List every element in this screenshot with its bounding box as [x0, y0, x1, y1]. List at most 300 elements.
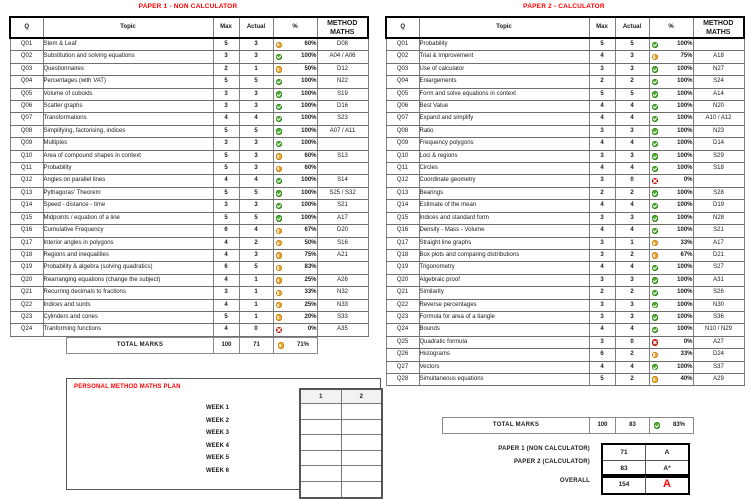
cell-percent-value: 100% [677, 115, 693, 122]
cell-actual: 5 [239, 262, 273, 274]
cell-method-maths: S28 [693, 187, 744, 199]
cell-max: 3 [213, 200, 239, 212]
status-good-icon [652, 66, 658, 72]
cell-question: Q08 [10, 125, 43, 137]
cell-percent [273, 274, 317, 286]
cell-actual: 0 [239, 324, 273, 336]
summary-label-paper1: PAPER 1 (NON CALCULATOR) [498, 446, 590, 452]
paper-2-section [385, 3, 743, 10]
cell-actual: 1 [239, 311, 273, 323]
cell-percent-value: 60% [304, 41, 317, 47]
cell-max: 4 [213, 274, 239, 286]
cell-max: 3 [213, 101, 239, 113]
status-bad-icon [276, 327, 282, 333]
paper-2-title: PAPER 2 - CALCULATOR [523, 3, 605, 10]
cell-max: 5 [213, 38, 239, 51]
cell-method-maths [693, 175, 744, 187]
cell-percent-value: 100% [677, 214, 693, 221]
cell-percent-value: 100% [301, 177, 317, 184]
cell-method-maths: S13 [317, 150, 368, 162]
cell-topic: Trial & Improvement [419, 51, 589, 63]
cell-percent-value: 100% [677, 276, 693, 283]
cell-actual: 4 [615, 101, 649, 113]
cell-actual: 4 [239, 175, 273, 187]
cell-percent-value: 100% [301, 78, 317, 85]
cell-actual: 1 [239, 63, 273, 75]
cell-topic: Indices and standard form [419, 212, 589, 224]
cell-method-maths: D12 [317, 63, 368, 75]
cell-actual: 3 [239, 163, 273, 175]
cell-topic: Use of calculator [419, 63, 589, 75]
cell-method-maths: S16 [317, 237, 368, 249]
cell-percent [649, 163, 693, 175]
cell-actual: 1 [615, 237, 649, 249]
table-row [10, 262, 368, 274]
cell-percent-value: 100% [301, 202, 317, 209]
cell-topic: Density - Mass - Volume [419, 225, 589, 237]
status-good-icon [652, 290, 658, 296]
cell-percent-value: 100% [677, 363, 693, 370]
cell-percent [649, 373, 693, 385]
plan-cell[interactable] [300, 435, 341, 451]
cell-question: Q13 [10, 187, 43, 199]
table-row [386, 299, 744, 311]
table-row [10, 175, 368, 187]
cell-topic: Best Value [419, 101, 589, 113]
table-row [10, 63, 368, 75]
summary-paper1-mark: 71 [602, 444, 646, 461]
cell-question: Q03 [386, 63, 419, 75]
status-mid-icon [652, 54, 658, 60]
cell-percent-value: 33% [304, 289, 317, 296]
paper-2-total-percent [650, 418, 694, 434]
paper-2-body [386, 38, 744, 386]
cell-actual: 3 [239, 51, 273, 63]
cell-actual: 3 [615, 274, 649, 286]
table-row [10, 38, 368, 51]
table-row [386, 361, 744, 373]
cell-actual: 3 [239, 200, 273, 212]
summary-overall-grade: A [646, 475, 690, 494]
cell-percent-value: 100% [677, 289, 693, 296]
cell-actual: 4 [615, 163, 649, 175]
plan-week-labels [139, 402, 229, 478]
cell-percent-value: 100% [301, 115, 317, 122]
cell-actual: 5 [239, 187, 273, 199]
status-good-icon [276, 79, 282, 85]
table-row [10, 125, 368, 137]
table-row [386, 311, 744, 323]
cell-percent [273, 113, 317, 125]
cell-percent [273, 187, 317, 199]
cell-topic: Cumulative Frequency [43, 225, 213, 237]
status-good-icon [652, 153, 658, 159]
table-row [10, 249, 368, 261]
plan-grid-table [299, 388, 383, 499]
cell-question: Q05 [386, 88, 419, 100]
cell-question: Q05 [10, 88, 43, 100]
cell-actual: 3 [615, 311, 649, 323]
cell-percent [273, 287, 317, 299]
cell-percent-value: 100% [677, 152, 693, 159]
cell-actual: 3 [239, 150, 273, 162]
cell-percent [273, 237, 317, 249]
table-row [10, 150, 368, 162]
cell-topic: Probability [43, 163, 213, 175]
cell-percent-value: 0% [683, 177, 693, 184]
cell-percent-value: 100% [301, 127, 317, 134]
plan-cell[interactable] [300, 466, 341, 482]
status-good-icon [276, 178, 282, 184]
table-row [386, 373, 744, 385]
cell-actual: 4 [239, 225, 273, 237]
cell-percent [649, 299, 693, 311]
plan-cell[interactable] [300, 481, 341, 497]
table-row [386, 225, 744, 237]
cell-percent-value: 25% [304, 301, 317, 308]
cell-percent-value: 83% [304, 264, 317, 271]
plan-grid-body [300, 404, 382, 498]
cell-max: 4 [213, 324, 239, 336]
cell-actual: 4 [239, 113, 273, 125]
cell-question: Q27 [386, 361, 419, 373]
cell-actual: 3 [239, 249, 273, 261]
header-method-line1: METHOD [327, 19, 358, 27]
header-max: Max [589, 17, 615, 38]
status-good-icon [276, 128, 282, 134]
cell-percent-value: 40% [680, 375, 693, 382]
cell-topic: Rearranging equations (change the subject) [43, 274, 213, 286]
status-good-icon [652, 91, 658, 97]
cell-percent-value: 100% [677, 140, 693, 147]
cell-method-maths: D19 [693, 200, 744, 212]
cell-percent [649, 274, 693, 286]
cell-max: 2 [213, 63, 239, 75]
header-actual: Actual [239, 17, 273, 38]
summary-overall-mark: 154 [602, 475, 646, 494]
table-row [10, 113, 368, 125]
cell-method-maths: A17 [317, 212, 368, 224]
cell-percent [649, 336, 693, 348]
status-good-icon [652, 190, 658, 196]
cell-method-maths: A21 [317, 249, 368, 261]
status-mid-icon [276, 228, 282, 234]
status-mid-icon [276, 66, 282, 72]
cell-question: Q24 [10, 324, 43, 336]
table-row [10, 311, 368, 323]
cell-max: 2 [589, 287, 615, 299]
plan-cell[interactable] [300, 404, 341, 420]
table-row [10, 163, 368, 175]
status-bad-icon [652, 178, 658, 184]
cell-question: Q12 [386, 175, 419, 187]
cell-question: Q01 [386, 38, 419, 51]
cell-percent [649, 138, 693, 150]
table-row [10, 225, 368, 237]
cell-max: 3 [213, 138, 239, 150]
plan-cell[interactable] [341, 450, 382, 466]
summary-row-overall [470, 474, 690, 495]
cell-max: 4 [589, 225, 615, 237]
table-row [10, 200, 368, 212]
status-good-icon [654, 422, 660, 428]
cell-topic: Form and solve equations in context [419, 88, 589, 100]
cell-method-maths: S25 / S32 [317, 187, 368, 199]
plan-cell[interactable] [300, 450, 341, 466]
cell-actual: 2 [615, 76, 649, 88]
cell-method-maths: D16 [317, 101, 368, 113]
cell-topic: Angles on parallel lines [43, 175, 213, 187]
cell-percent-value: 100% [301, 103, 317, 110]
cell-question: Q24 [386, 324, 419, 336]
cell-topic: Formula for area of a tiangle [419, 311, 589, 323]
cell-question: Q25 [386, 336, 419, 348]
cell-percent-value: 100% [677, 103, 693, 110]
plan-cell[interactable] [341, 466, 382, 482]
plan-box [66, 378, 381, 490]
cell-max: 5 [589, 88, 615, 100]
table-row [386, 249, 744, 261]
cell-percent [649, 212, 693, 224]
cell-percent-value: 100% [677, 326, 693, 333]
header-method-line2: MATHS [706, 28, 731, 36]
cell-percent-value: 25% [304, 276, 317, 283]
cell-percent [649, 200, 693, 212]
paper-2-total-actual: 83 [616, 418, 650, 434]
summary-label-overall: OVERALL [559, 478, 590, 484]
table-row [386, 237, 744, 249]
table-row [386, 38, 744, 51]
paper-1-total-row [67, 338, 318, 354]
paper-1-total-percent [274, 338, 318, 354]
status-mid-icon [276, 252, 282, 258]
cell-max: 4 [589, 262, 615, 274]
personal-plan-panel [66, 378, 381, 490]
table-row [10, 138, 368, 150]
cell-actual: 2 [615, 349, 649, 361]
status-good-icon [276, 91, 282, 97]
cell-topic: Probability & algebra (solving quadratics) [43, 262, 213, 274]
cell-question: Q15 [386, 212, 419, 224]
header-q: Q [10, 17, 43, 38]
plan-week-label: WEEK 5 [205, 455, 229, 462]
cell-topic: Interior angles in polygons [43, 237, 213, 249]
cell-question: Q07 [386, 113, 419, 125]
status-good-icon [652, 277, 658, 283]
header-percent: % [649, 17, 693, 38]
table-row [386, 175, 744, 187]
table-row [10, 76, 368, 88]
cell-percent [273, 101, 317, 113]
cell-method-maths: S19 [317, 88, 368, 100]
cell-percent [273, 76, 317, 88]
cell-percent [273, 262, 317, 274]
cell-topic: Algebraic proof [419, 274, 589, 286]
table-row [386, 200, 744, 212]
cell-actual: 3 [239, 138, 273, 150]
cell-method-maths: N23 [693, 125, 744, 137]
cell-topic: Quadratic formula [419, 336, 589, 348]
paper-2-table-wrap [385, 16, 743, 386]
cell-question: Q22 [10, 299, 43, 311]
plan-grid-row [300, 435, 382, 451]
cell-max: 5 [589, 38, 615, 51]
status-good-icon [276, 203, 282, 209]
cell-topic: Volume of cuboids [43, 88, 213, 100]
cell-question: Q02 [386, 51, 419, 63]
status-good-icon [652, 327, 658, 333]
cell-percent-value: 100% [677, 165, 693, 172]
status-mid-icon [276, 277, 282, 283]
cell-percent [273, 324, 317, 336]
cell-topic: Transformations [43, 113, 213, 125]
cell-actual: 5 [239, 212, 273, 224]
status-good-icon [652, 42, 658, 48]
cell-actual: 5 [615, 38, 649, 51]
table-row [386, 163, 744, 175]
cell-percent-value: 67% [680, 251, 693, 258]
cell-question: Q04 [386, 76, 419, 88]
cell-method-maths: A27 [693, 336, 744, 348]
paper-2-marks-table [385, 16, 745, 386]
cell-max: 3 [589, 274, 615, 286]
cell-percent-value: 67% [304, 227, 317, 234]
paper-1-marks-table [9, 16, 369, 337]
cell-percent-value: 100% [677, 90, 693, 97]
cell-topic: Loci & regions [419, 150, 589, 162]
cell-topic: Circles [419, 163, 589, 175]
plan-cell[interactable] [341, 404, 382, 420]
plan-cell[interactable] [341, 435, 382, 451]
cell-max: 2 [589, 76, 615, 88]
cell-percent [649, 225, 693, 237]
cell-actual: 2 [615, 249, 649, 261]
cell-max: 4 [589, 113, 615, 125]
plan-title: PERSONAL METHOD MATHS PLAN [74, 384, 181, 390]
header-method-maths [693, 17, 744, 38]
paper-1-section [9, 3, 367, 10]
status-mid-icon [276, 302, 282, 308]
cell-method-maths: N33 [317, 299, 368, 311]
header-max: Max [213, 17, 239, 38]
header-method-line2: MATHS [330, 28, 355, 36]
cell-percent [273, 299, 317, 311]
plan-week-label: WEEK 3 [205, 430, 229, 437]
cell-question: Q14 [10, 200, 43, 212]
cell-topic: Similarity [419, 287, 589, 299]
paper-1-total-max: 100 [214, 338, 240, 354]
cell-percent-value: 100% [677, 189, 693, 196]
table-row [10, 101, 368, 113]
cell-actual: 3 [615, 125, 649, 137]
cell-max: 5 [213, 311, 239, 323]
cell-max: 4 [213, 299, 239, 311]
cell-percent-value: 75% [680, 53, 693, 60]
table-row [386, 150, 744, 162]
status-good-icon [652, 265, 658, 271]
table-row [10, 324, 368, 336]
cell-percent [273, 88, 317, 100]
plan-cell[interactable] [341, 419, 382, 435]
paper-1-table-wrap [9, 16, 367, 337]
status-mid-icon [276, 153, 282, 159]
cell-actual: 3 [615, 51, 649, 63]
cell-method-maths: A17 [693, 237, 744, 249]
cell-question: Q10 [10, 150, 43, 162]
status-mid-icon [276, 265, 282, 271]
cell-percent [273, 212, 317, 224]
cell-percent [273, 225, 317, 237]
cell-question: Q17 [10, 237, 43, 249]
cell-method-maths: S18 [693, 163, 744, 175]
status-mid-icon [276, 42, 282, 48]
table-row [10, 187, 368, 199]
cell-question: Q17 [386, 237, 419, 249]
cell-max: 4 [589, 138, 615, 150]
table-row [10, 299, 368, 311]
summary-overall-table [601, 474, 690, 495]
cell-method-maths: S29 [693, 150, 744, 162]
cell-percent-value: 100% [677, 78, 693, 85]
cell-actual: 5 [239, 125, 273, 137]
cell-percent [649, 349, 693, 361]
cell-question: Q16 [10, 225, 43, 237]
cell-topic: Recurring decimals to fractions [43, 287, 213, 299]
status-good-icon [652, 166, 658, 172]
cell-actual: 3 [615, 299, 649, 311]
cell-question: Q18 [10, 249, 43, 261]
cell-percent [649, 51, 693, 63]
table-row [10, 88, 368, 100]
plan-cell[interactable] [300, 419, 341, 435]
cell-actual: 4 [615, 361, 649, 373]
cell-max: 3 [589, 336, 615, 348]
cell-percent [273, 125, 317, 137]
cell-max: 4 [213, 175, 239, 187]
header-topic: Topic [43, 17, 213, 38]
cell-max: 3 [589, 249, 615, 261]
table-row [386, 187, 744, 199]
cell-percent-value: 50% [304, 239, 317, 246]
cell-method-maths: S26 [693, 287, 744, 299]
cell-percent [649, 287, 693, 299]
paper-2-total-label: TOTAL MARKS [443, 418, 590, 434]
plan-cell[interactable] [341, 481, 382, 497]
cell-topic: Reverse percentages [419, 299, 589, 311]
paper-2-total-max: 100 [590, 418, 616, 434]
plan-grid-row [300, 481, 382, 497]
cell-topic: Tranforming functions [43, 324, 213, 336]
table-row [10, 237, 368, 249]
cell-topic: Substitution and solving equations [43, 51, 213, 63]
header-actual: Actual [615, 17, 649, 38]
status-good-icon [276, 141, 282, 147]
cell-method-maths: D20 [317, 225, 368, 237]
status-mid-icon [278, 342, 284, 348]
status-good-icon [276, 215, 282, 221]
cell-percent [649, 324, 693, 336]
cell-method-maths: S14 [317, 175, 368, 187]
table-row [386, 349, 744, 361]
cell-max: 2 [589, 187, 615, 199]
cell-max: 3 [589, 63, 615, 75]
cell-percent-value: 100% [677, 313, 693, 320]
cell-max: 4 [213, 237, 239, 249]
paper-1-header-row [10, 17, 368, 38]
cell-percent [649, 187, 693, 199]
cell-actual: 5 [615, 88, 649, 100]
cell-percent-value: 0% [307, 326, 317, 333]
